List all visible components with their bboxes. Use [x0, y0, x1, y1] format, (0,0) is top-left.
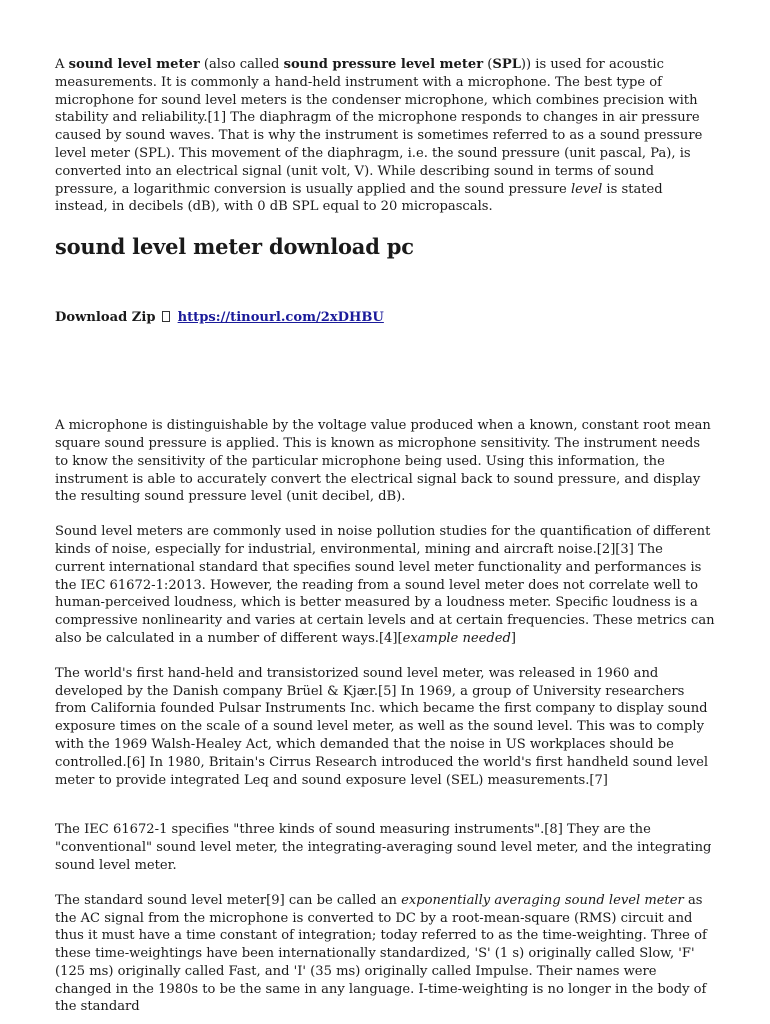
- example-needed-note: example needed: [402, 630, 511, 646]
- term-exponentially-averaging: exponentially averaging sound level meter: [401, 892, 684, 908]
- page-heading: sound level meter download pc: [55, 234, 414, 260]
- paragraph-history: The world's first hand-held and transistorized sound level meter, was released in 1960 and developed by the Danish company Brüel & Kjær.[5] In 1969, a group of University researchers from California founded Pulsar Instruments Inc. which became the first company to display sound exposure times on the scale of a sound level meter, as well as the sound level. This was to comply with the 1969 Walsh-Healey Act, which demanded that the noise in US workplaces should be controlled.[6] In 1980, Britain's Cirrus Research introduced the world's first handheld sound level meter to provide integrated Leq and sound exposure level (SEL) measurements.[7]: [55, 665, 709, 788]
- download-label: Download Zip: [55, 310, 156, 326]
- term-sound-pressure-level-meter: sound pressure level meter: [283, 57, 484, 72]
- download-link[interactable]: https://tinourl.com/2xDHBU: [177, 310, 384, 326]
- paragraph-microphone-sensitivity: A microphone is distinguishable by the voltage value produced when a known, constant root mean square sound pressure is applied. This is known as microphone sensitivity. The instrument needs to know the sensitivity of the particular microphone being used. Using this information, the instrument is able to accurately convert the electrical signal back to sound pressure, and display the resulting sound pressure level (unit decibel, dB).: [55, 418, 711, 505]
- term-sound-level-meter: sound level meter: [68, 57, 200, 72]
- paragraph-standard-meter: The standard sound level meter[9] can be called an exponentially averaging sound level meter as the AC signal from the microphone is converted to DC by a root-mean-square (RMS) circuit and thus it must have a time constant of integration; today referred to as the time-weighting. Three of these time-weightings have been internationally standardized, 'S' (1 s) originally called Slow, 'F' (125 ms) originally called Fast, and 'I' (35 ms) originally called Impulse. Their names were changed in the 1980s to be the same in any language. I-time-weighting is no longer in the body of the standard: [55, 892, 707, 1015]
- paragraph-iec-kinds: The IEC 61672-1 specifies "three kinds of sound measuring instruments".[8] They are the "conventional" sound level meter, the integrating-averaging sound level meter, and the integrating sound level meter.: [55, 822, 712, 873]
- intro-paragraph: A sound level meter (also called sound pressure level meter (SPL)) is used for acoustic measurements. It is commonly a hand-held instrument with a microphone. The best type of microphone for sound level meters is the condenser microphone, which combines precision with stability and reliability.[1] The diaphragm of the microphone responds to changes in air pressure caused by sound waves. That is why the instrument is sometimes referred to as a sound pressure level meter (SPL). This movement of the diaphragm, i.e. the sound pressure (unit pascal, Pa), is converted into an electrical signal (unit volt, V). While describing sound in terms of sound pressure, a logarithmic conversion is usually applied and the sound pressure level is stated instead, in decibels (dB), with 0 dB SPL equal to 20 micropascals.: [55, 57, 703, 215]
- spacer: [55, 327, 715, 383]
- paragraph-noise-pollution: Sound level meters are commonly used in noise pollution studies for the quantification of different kinds of noise, especially for industrial, environmental, mining and aircraft noise.[2][3] The current international standard that specifies sound level meter functionality and performances is the IEC 61672-1:2013. However, the reading from a sound level meter does not correlate well to human-perceived loudness, which is better measured by a loudness meter. Specific loudness is a compressive nonlinearity and varies at certain levels and at certain frequencies. These metrics can also be calculated in a number of different ways.[4][example needed]: [55, 524, 715, 646]
- download-line: [55, 309, 715, 327]
- term-level: level: [570, 181, 603, 197]
- term-spl: SPL: [492, 57, 521, 72]
- missing-glyph-icon: [162, 311, 170, 322]
